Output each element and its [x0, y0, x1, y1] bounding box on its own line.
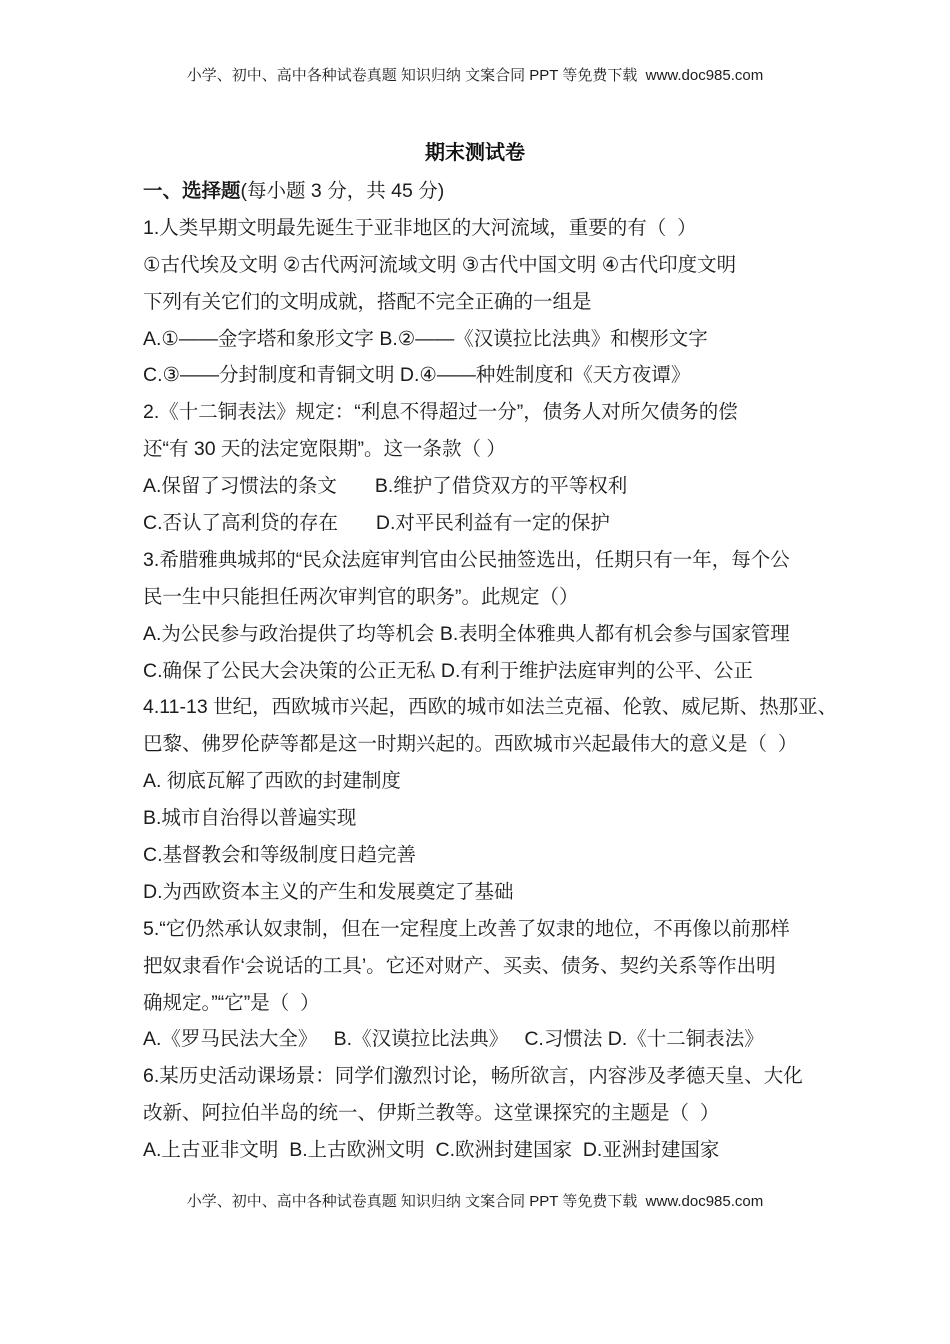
- exam-line-q2-options-ab: A.保留了习惯法的条文 B.维护了借贷双方的平等权利: [143, 475, 628, 498]
- exam-line-q6-stem1: 6.某历史活动课场景：同学们激烈讨论，畅所欲言，内容涉及孝德天皇、大化: [143, 1065, 803, 1088]
- exam-line-q3-stem1: 3.希腊雅典城邦的“民众法庭审判官由公民抽签选出，任期只有一年，每个公: [143, 548, 790, 571]
- exam-line-q4-option-c: C.基督教会和等级制度日趋完善: [143, 844, 417, 867]
- exam-line-q5-options: A.《罗马民法大全》 B.《汉谟拉比法典》 C.习惯法 D.《十二铜表法》: [143, 1028, 764, 1051]
- page-header-text: 小学、初中、高中各种试卷真题 知识归纳 文案合同 PPT 等免费下载 www.doc985.com: [186, 67, 764, 84]
- exam-line-q5-stem2: 把奴隶看作‘会说话的工具’。它还对财产、买卖、债务、契约关系等作出明: [143, 954, 776, 977]
- exam-line-q5-stem1: 5.“它仍然承认奴隶制，但在一定程度上改善了奴隶的地位，不再像以前那样: [143, 917, 790, 940]
- exam-body: [143, 173, 843, 1169]
- exam-line-q1-options-ab: A.①——金字塔和象形文字 B.②——《汉谟拉比法典》和楔形文字: [143, 327, 708, 350]
- exam-line-q2-options-cd: C.否认了高利贷的存在 D.对平民利益有一定的保护: [143, 512, 610, 535]
- exam-line-q4-stem2: 巴黎、佛罗伦萨等都是这一时期兴起的。西欧城市兴起最伟大的意义是（ ）: [143, 733, 798, 756]
- exam-line-q1-stem: 1.人类早期文明最先诞生于亚非地区的大河流域，重要的有（ ）: [143, 216, 697, 239]
- exam-line-q4-option-b: B.城市自治得以普遍实现: [143, 807, 357, 830]
- section-heading: [143, 173, 843, 210]
- exam-line-q1-items: ①古代埃及文明 ②古代两河流域文明 ③古代中国文明 ④古代印度文明: [143, 253, 737, 276]
- exam-line-q5-stem3: 确规定。”“它”是（ ）: [143, 991, 320, 1014]
- exam-line-q2-stem1: 2.《十二铜表法》规定：“利息不得超过一分”，债务人对所欠债务的偿: [143, 401, 738, 424]
- exam-line-q4-stem1: 4.11-13 世纪，西欧城市兴起，西欧的城市如法兰克福、伦敦、威尼斯、热那亚、: [143, 696, 838, 719]
- exam-line-q1-options-cd: C.③——分封制度和青铜文明 D.④——种姓制度和《天方夜谭》: [143, 364, 691, 387]
- exam-line-q3-stem2: 民一生中只能担任两次审判官的职务”。此规定（）: [143, 585, 579, 608]
- exam-line-q2-stem2: 还“有 30 天的法定宽限期”。这一条款（ ）: [143, 438, 506, 461]
- section-heading-note: (每小题 3 分，共 45 分): [240, 180, 445, 202]
- exam-line-q3-options-ab: A.为公民参与政治提供了均等机会 B.表明全体雅典人都有机会参与国家管理: [143, 622, 790, 645]
- exam-line-q3-options-cd: C.确保了公民大会决策的公正无私 D.有利于维护法庭审判的公平、公正: [143, 659, 753, 682]
- exam-line-q4-option-a: A. 彻底瓦解了西欧的封建制度: [143, 770, 401, 793]
- exam-line-q4-option-d: D.为西欧资本主义的产生和发展奠定了基础: [143, 880, 514, 903]
- exam-line-q1-stem2: 下列有关它们的文明成就，搭配不完全正确的一组是: [143, 290, 592, 313]
- exam-line-q6-options: A.上古亚非文明 B.上古欧洲文明 C.欧洲封建国家 D.亚洲封建国家: [143, 1139, 720, 1162]
- section-heading-label: 一、选择题: [143, 180, 241, 202]
- page-footer-text: 小学、初中、高中各种试卷真题 知识归纳 文案合同 PPT 等免费下载 www.doc985.com: [186, 1193, 764, 1210]
- exam-line-q6-stem2: 改新、阿拉伯半岛的统一、伊斯兰教等。这堂课探究的主题是（ ）: [143, 1102, 720, 1125]
- page-title: 期末测试卷: [425, 142, 525, 164]
